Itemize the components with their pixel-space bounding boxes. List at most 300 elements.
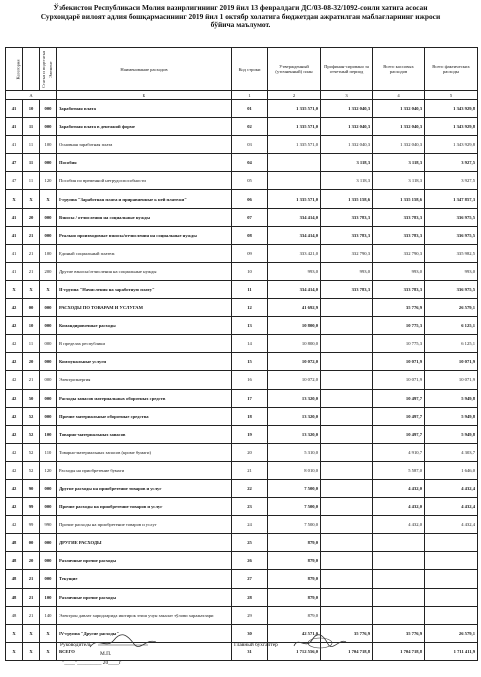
cell-code: 02 [232, 118, 268, 136]
cell-article: 10 [23, 317, 40, 335]
cell-code: 24 [232, 516, 268, 534]
cell-category: X [6, 190, 23, 208]
cell-fact: 1 343 929,8 [425, 118, 478, 136]
cell-code: 22 [232, 479, 268, 497]
cell-element: 000 [40, 407, 57, 425]
cell-code: 25 [232, 534, 268, 552]
table-row [6, 498, 478, 516]
cell-name: Расходы запасов материальных оборотных средств [57, 389, 232, 407]
table-row [6, 461, 478, 479]
col-category: Категория [6, 48, 23, 91]
cell-element: 000 [40, 570, 57, 588]
cell-element: 000 [40, 371, 57, 389]
cell-cash: 10 775,3 [373, 317, 425, 335]
cell-category: 41 [6, 262, 23, 280]
cell-financed [321, 299, 373, 317]
cell-article: 21 [23, 371, 40, 389]
cell-plan: 1 335 571,0 [268, 190, 321, 208]
col-code: Код строки [232, 48, 268, 91]
cell-element: 000 [40, 154, 57, 172]
table-row [6, 172, 478, 190]
cell-code: 05 [232, 172, 268, 190]
cell-fact: 1 343 929,8 [425, 100, 478, 118]
cell-cash: 10 497,7 [373, 425, 425, 443]
cell-code: 29 [232, 606, 268, 624]
table-row [6, 425, 478, 443]
cell-element: 000 [40, 118, 57, 136]
table-row [6, 208, 478, 226]
cell-plan: 1 335 571,0 [268, 118, 321, 136]
cell-fact: 4 432,4 [425, 516, 478, 534]
cell-cash [373, 570, 425, 588]
cell-article: 11 [23, 335, 40, 353]
cell-element: 000 [40, 317, 57, 335]
cell-plan: 879,0 [268, 552, 321, 570]
cell-category: 42 [6, 443, 23, 461]
cell-article: X [23, 280, 40, 298]
cell-article: 52 [23, 407, 40, 425]
cell-category: 42 [6, 425, 23, 443]
cell-financed [321, 425, 373, 443]
cell-article: 11 [23, 118, 40, 136]
cell-element: 140 [40, 606, 57, 624]
cell-element: X [40, 642, 57, 660]
cell-code: 26 [232, 552, 268, 570]
cell-code: 21 [232, 461, 268, 479]
cell-fact: 4 432,4 [425, 479, 478, 497]
cell-financed: 1 332 040,3 [321, 118, 373, 136]
table-row [6, 226, 478, 244]
cell-article: 52 [23, 425, 40, 443]
cell-category: 47 [6, 172, 23, 190]
cell-category: 47 [6, 154, 23, 172]
table-row [6, 317, 478, 335]
cell-category: 42 [6, 407, 23, 425]
cell-fact: 3 927,5 [425, 172, 478, 190]
table-row [6, 136, 478, 154]
cell-article: 99 [23, 516, 40, 534]
cell-plan: 10 072,0 [268, 353, 321, 371]
cell-financed: 3 118,3 [321, 172, 373, 190]
cell-category: X [6, 642, 23, 660]
cell-article: 21 [23, 606, 40, 624]
cell-code: 19 [232, 425, 268, 443]
cell-fact: 336 975,5 [425, 226, 478, 244]
table-row [6, 100, 478, 118]
cell-financed: 333 783,3 [321, 208, 373, 226]
cell-code: 12 [232, 299, 268, 317]
cell-category: 41 [6, 100, 23, 118]
cell-fact: 4 303,7 [425, 443, 478, 461]
cell-plan: 7 500,0 [268, 479, 321, 497]
index-a: А [6, 91, 57, 100]
cell-article: 00 [23, 534, 40, 552]
cell-category: 42 [6, 516, 23, 534]
cell-article: 21 [23, 262, 40, 280]
cell-category: 41 [6, 208, 23, 226]
cell-name: В пределах республики [57, 335, 232, 353]
cell-financed [321, 588, 373, 606]
cell-element: X [40, 190, 57, 208]
cell-article: X [23, 624, 40, 642]
cell-fact [425, 552, 478, 570]
cell-financed: 1 332 040,3 [321, 100, 373, 118]
cell-financed [321, 570, 373, 588]
cell-financed [321, 552, 373, 570]
cell-element: 000 [40, 100, 57, 118]
table-row [6, 624, 478, 642]
cell-category: 48 [6, 534, 23, 552]
cell-element: 000 [40, 479, 57, 497]
table-row [6, 534, 478, 552]
table-row [6, 479, 478, 497]
cell-fact [425, 588, 478, 606]
table-row [6, 389, 478, 407]
cell-fact: 1 347 857,3 [425, 190, 478, 208]
cell-name: Единый социальный платеж [57, 244, 232, 262]
cell-fact: 6 125,1 [425, 317, 478, 335]
table-row [6, 371, 478, 389]
cell-fact: 5 949,8 [425, 425, 478, 443]
cell-fact: 5 949,8 [425, 407, 478, 425]
cell-financed: 993,0 [321, 262, 373, 280]
cell-plan: 879,0 [268, 570, 321, 588]
cell-element: 100 [40, 425, 57, 443]
cell-financed [321, 606, 373, 624]
cell-category: 48 [6, 588, 23, 606]
table-row [6, 588, 478, 606]
cell-plan: 879,0 [268, 588, 321, 606]
index-2: 2 [268, 91, 321, 100]
cell-plan: 8 010,0 [268, 461, 321, 479]
cell-plan: 10 800,0 [268, 335, 321, 353]
cell-cash: 35 776,9 [373, 624, 425, 642]
cell-plan: 334 414,0 [268, 226, 321, 244]
cell-financed: 333 783,3 [321, 280, 373, 298]
cell-financed: 333 783,3 [321, 226, 373, 244]
cell-financed: 1 335 158,6 [321, 190, 373, 208]
cell-element: 120 [40, 461, 57, 479]
cell-fact: 3 927,5 [425, 154, 478, 172]
cell-article: 20 [23, 552, 40, 570]
table-row [6, 516, 478, 534]
cell-name: Товарно-материальных запасов [57, 425, 232, 443]
index-b: Б [57, 91, 232, 100]
cell-cash: 5 587,0 [373, 461, 425, 479]
cell-category: X [6, 624, 23, 642]
cell-article: 21 [23, 570, 40, 588]
cell-plan: 993,0 [268, 262, 321, 280]
cell-article: X [23, 642, 40, 660]
cell-name: Заработная плата [57, 100, 232, 118]
cell-category: 42 [6, 299, 23, 317]
cell-cash: 10 775,3 [373, 335, 425, 353]
cell-financed [321, 371, 373, 389]
cell-code: 18 [232, 407, 268, 425]
cell-code: 31 [232, 642, 268, 660]
cell-cash: 10 071,9 [373, 353, 425, 371]
cell-plan: 10 800,0 [268, 317, 321, 335]
cell-cash: 333 783,3 [373, 208, 425, 226]
date-blank: "____"_________ 20____г [62, 660, 122, 666]
cell-article: 99 [23, 498, 40, 516]
table-row [6, 335, 478, 353]
cell-code: 11 [232, 280, 268, 298]
cell-cash: 10 497,7 [373, 389, 425, 407]
cell-financed [321, 335, 373, 353]
cell-fact: 1 343 929,8 [425, 136, 478, 154]
cell-code: 08 [232, 226, 268, 244]
cell-plan [268, 172, 321, 190]
cell-code: 10 [232, 262, 268, 280]
cell-cash: 3 118,3 [373, 154, 425, 172]
cell-category: 48 [6, 552, 23, 570]
cell-name: Взносы / отчисления на социальные нужды [57, 208, 232, 226]
cell-cash: 333 783,3 [373, 226, 425, 244]
cell-name: Пособия [57, 154, 232, 172]
table-row [6, 280, 478, 298]
cell-cash [373, 606, 425, 624]
cell-name: Заработная плата в денежной форме [57, 118, 232, 136]
cell-name: Различные прочие расходы [57, 552, 232, 570]
cell-article: 11 [23, 136, 40, 154]
cell-name: Товарно-материальных запасов (кроме бумаги) [57, 443, 232, 461]
cell-element: 000 [40, 498, 57, 516]
cell-fact: 5 949,8 [425, 389, 478, 407]
cell-name: ДРУГИЕ РАСХОДЫ [57, 534, 232, 552]
table-row [6, 443, 478, 461]
table-row [6, 552, 478, 570]
cell-cash: 1 335 158,6 [373, 190, 425, 208]
cell-cash: 332 790,3 [373, 244, 425, 262]
col-article: Статья и подстатья [23, 48, 40, 91]
cell-cash: 10 497,7 [373, 407, 425, 425]
cell-name: Электроэнергия [57, 371, 232, 389]
cell-category: 42 [6, 461, 23, 479]
cell-element: 110 [40, 443, 57, 461]
cell-plan: 879,0 [268, 606, 321, 624]
cell-element: 000 [40, 353, 57, 371]
cell-category: 41 [6, 226, 23, 244]
cell-name: Другие взносы/отчисления на социальные нужды [57, 262, 232, 280]
cell-cash: 3 118,3 [373, 172, 425, 190]
cell-cash: 4 910,7 [373, 443, 425, 461]
cell-code: 06 [232, 190, 268, 208]
cell-element: 200 [40, 262, 57, 280]
cell-fact: 993,0 [425, 262, 478, 280]
cell-plan: 1 712 556,0 [268, 642, 321, 660]
col-fact: Всего фактических расходы [425, 48, 478, 91]
cell-article: 20 [23, 208, 40, 226]
cell-financed [321, 516, 373, 534]
cell-article: 11 [23, 154, 40, 172]
table-row [6, 407, 478, 425]
cell-name: Различные прочие расходы [57, 588, 232, 606]
cell-financed: 332 790,3 [321, 244, 373, 262]
cell-name: Электрон давлат харидларида иштирок этиш учун закалат тўлови харажатлари [57, 606, 232, 624]
cell-plan: 334 414,0 [268, 280, 321, 298]
cell-category: 42 [6, 498, 23, 516]
budget-execution-table [5, 47, 478, 661]
cell-name: Расходы на приобретение бумаги [57, 461, 232, 479]
cell-name: IV-группа "Другие расходы" [57, 624, 232, 642]
cell-plan: 333 421,0 [268, 244, 321, 262]
cell-article: 10 [23, 100, 40, 118]
table-row [6, 570, 478, 588]
cell-plan: 1 335 571,0 [268, 100, 321, 118]
index-5: 5 [425, 91, 478, 100]
cell-plan: 13 320,0 [268, 425, 321, 443]
cell-element: 100 [40, 588, 57, 606]
cell-element: X [40, 624, 57, 642]
cell-fact [425, 570, 478, 588]
cell-fact: 26 579,1 [425, 624, 478, 642]
cell-element: 000 [40, 335, 57, 353]
cell-plan: 7 500,0 [268, 516, 321, 534]
cell-name: I-группа "Заработная плата и приравненные к ней платежи" [57, 190, 232, 208]
cell-cash: 1 332 040,3 [373, 100, 425, 118]
cell-code: 27 [232, 570, 268, 588]
cell-cash: 35 776,9 [373, 299, 425, 317]
cell-name: Пособия по временной нетрудоспособности [57, 172, 232, 190]
cell-code: 09 [232, 244, 268, 262]
cell-fact: 10 071,9 [425, 353, 478, 371]
cell-article: 21 [23, 226, 40, 244]
cell-name: РАСХОДЫ ПО ТОВАРАМ И УСЛУГАМ [57, 299, 232, 317]
cell-fact: 1 711 411,9 [425, 642, 478, 660]
cell-cash: 4 432,0 [373, 479, 425, 497]
col-plan: Утвержденный (уточненный) план [268, 48, 321, 91]
table-row [6, 262, 478, 280]
cell-fact: 10 071,9 [425, 371, 478, 389]
cell-financed: 3 118,3 [321, 154, 373, 172]
cell-category: 42 [6, 353, 23, 371]
table-row [6, 118, 478, 136]
cell-code: 16 [232, 371, 268, 389]
cell-element: 000 [40, 208, 57, 226]
cell-fact: 335 982,5 [425, 244, 478, 262]
cell-cash [373, 588, 425, 606]
cell-name: ВСЕГО [57, 642, 232, 660]
index-4: 4 [373, 91, 425, 100]
cell-element: 000 [40, 389, 57, 407]
col-element: Элемент [40, 48, 57, 91]
cell-plan: 13 320,0 [268, 389, 321, 407]
cell-category: 48 [6, 570, 23, 588]
cell-plan: 10 072,0 [268, 371, 321, 389]
cell-article: 90 [23, 479, 40, 497]
cell-article: 52 [23, 443, 40, 461]
cell-article: 52 [23, 461, 40, 479]
cell-category: 42 [6, 371, 23, 389]
director-label: Руководитель [60, 642, 92, 648]
cell-article: 21 [23, 588, 40, 606]
cell-article: 50 [23, 389, 40, 407]
cell-financed: 35 776,9 [321, 624, 373, 642]
cell-financed: 1 704 718,8 [321, 642, 373, 660]
cell-name: Другие расходы на приобретение товаров и услуг [57, 479, 232, 497]
cell-element: 000 [40, 226, 57, 244]
cell-fact: 6 125,1 [425, 335, 478, 353]
cell-element: 100 [40, 136, 57, 154]
cell-element: 000 [40, 552, 57, 570]
cell-cash [373, 552, 425, 570]
cell-category: 41 [6, 244, 23, 262]
cell-cash: 1 332 040,3 [373, 136, 425, 154]
cell-article: 00 [23, 299, 40, 317]
title-line-3: бўйича маълумот. [210, 20, 271, 30]
cell-financed [321, 534, 373, 552]
cell-name: II-группа "Начисления на заработную плату" [57, 280, 232, 298]
col-name: Наименование расходов [57, 48, 232, 91]
cell-plan: 5 310,0 [268, 443, 321, 461]
cell-fact [425, 606, 478, 624]
cell-code: 03 [232, 136, 268, 154]
cell-code: 17 [232, 389, 268, 407]
cell-element: 100 [40, 244, 57, 262]
cell-cash: 993,0 [373, 262, 425, 280]
cell-plan: 41 692,9 [268, 299, 321, 317]
cell-financed [321, 461, 373, 479]
cell-code: 15 [232, 353, 268, 371]
stamp-label: М.П. [100, 651, 112, 657]
cell-financed [321, 389, 373, 407]
cell-plan: 42 571,0 [268, 624, 321, 642]
table-row [6, 244, 478, 262]
cell-financed [321, 353, 373, 371]
cell-financed [321, 498, 373, 516]
cell-fact: 1 646,0 [425, 461, 478, 479]
cell-financed: 1 332 040,3 [321, 136, 373, 154]
index-1: 1 [232, 91, 268, 100]
cell-code: 13 [232, 317, 268, 335]
cell-cash: 10 071,9 [373, 371, 425, 389]
cell-cash [373, 534, 425, 552]
cell-name: Прочие расходы на приобретение товаров и услуг [57, 516, 232, 534]
cell-element: 000 [40, 299, 57, 317]
col-financed: Профинан-сировано за отчетный период [321, 48, 373, 91]
cell-article: 20 [23, 353, 40, 371]
cell-cash: 4 432,0 [373, 516, 425, 534]
cell-article: X [23, 190, 40, 208]
cell-element: 120 [40, 172, 57, 190]
cell-category: 41 [6, 118, 23, 136]
cell-financed [321, 479, 373, 497]
cell-fact: 336 975,5 [425, 208, 478, 226]
cell-fact: 4 432,4 [425, 498, 478, 516]
cell-category: 48 [6, 606, 23, 624]
cell-code: 20 [232, 443, 268, 461]
cell-name: Текущие [57, 570, 232, 588]
cell-name: Коммунальные услуги [57, 353, 232, 371]
cell-fact [425, 534, 478, 552]
cell-cash: 1 704 718,8 [373, 642, 425, 660]
document-title [0, 4, 481, 30]
cell-code: 04 [232, 154, 268, 172]
cell-category: X [6, 280, 23, 298]
cell-plan [268, 154, 321, 172]
cell-fact: 336 975,5 [425, 280, 478, 298]
index-3: 3 [321, 91, 373, 100]
cell-article: 21 [23, 244, 40, 262]
cell-financed [321, 317, 373, 335]
cell-cash: 1 332 040,3 [373, 118, 425, 136]
cell-category: 42 [6, 335, 23, 353]
cell-name: Командировочные расходы [57, 317, 232, 335]
table-row [6, 190, 478, 208]
table-row [6, 353, 478, 371]
cell-fact: 26 579,1 [425, 299, 478, 317]
